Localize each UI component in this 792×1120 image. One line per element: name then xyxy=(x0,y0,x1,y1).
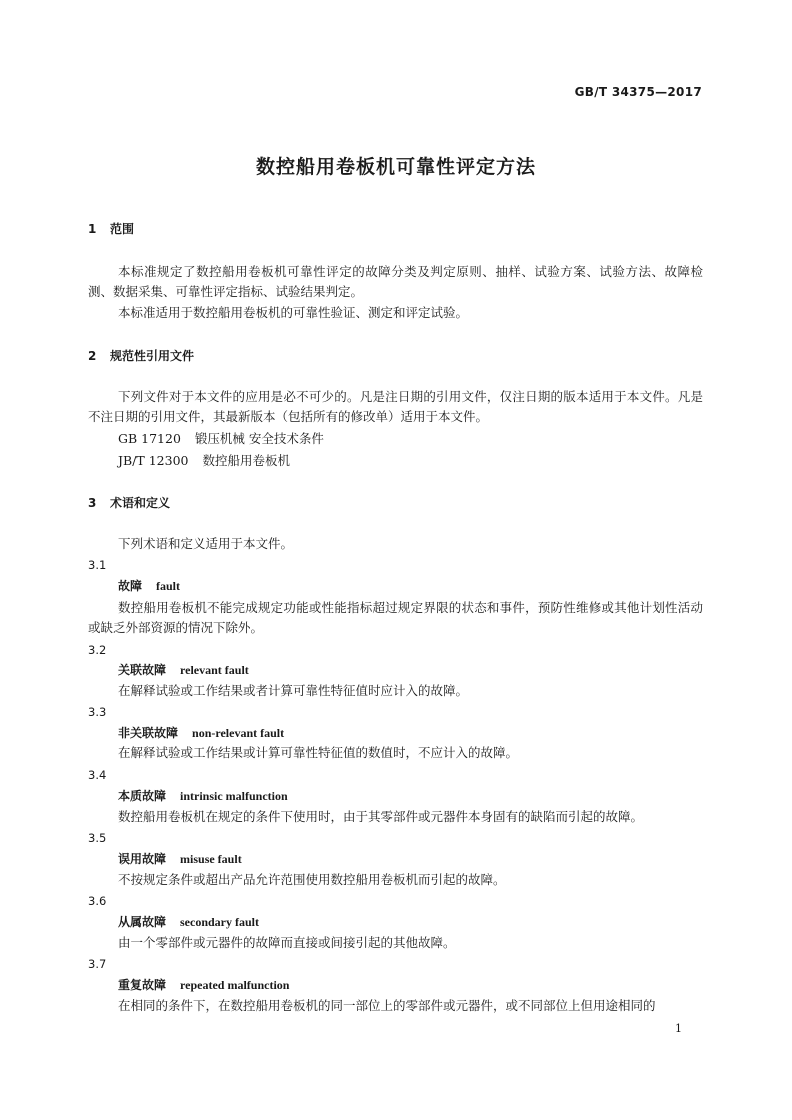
term-definition: 在相同的条件下，在数控船用卷板机的同一部位上的零部件或元器件，或不同部位上但用途相同的 xyxy=(118,998,656,1013)
section-1-paragraph-2: 本标准适用于数控船用卷板机的可靠性验证、测定和评定试验。 xyxy=(118,305,469,320)
clause-number: 3.2 xyxy=(88,643,107,657)
term-zh: 故障 xyxy=(118,579,143,593)
clause-number: 3.3 xyxy=(88,705,107,719)
clause-number: 3.6 xyxy=(88,894,107,908)
document-title: 数控船用卷板机可靠性评定方法 xyxy=(255,156,536,178)
section-title: 术语和定义 xyxy=(110,496,171,510)
term-heading xyxy=(118,851,242,867)
term-en: repeated malfunction xyxy=(180,978,290,992)
term-heading xyxy=(118,977,289,993)
term-zh: 误用故障 xyxy=(118,852,167,866)
section-title: 规范性引用文件 xyxy=(110,349,195,363)
term-zh: 从属故障 xyxy=(118,915,167,929)
term-definition: 数控船用卷板机不能完成规定功能或性能指标超过规定界限的状态和事件，预防性维修或其他计划性活动或缺乏外部资源的情况下除外。 xyxy=(88,600,703,635)
term-heading xyxy=(118,725,284,741)
reference-title: 锻压机械 安全技术条件 xyxy=(194,431,324,446)
term-zh: 非关联故障 xyxy=(118,726,179,740)
reference-title: 数控船用卷板机 xyxy=(202,453,290,468)
section-3-heading xyxy=(88,495,170,511)
term-heading xyxy=(118,578,180,594)
term-en: non-relevant fault xyxy=(192,726,285,740)
term-en: fault xyxy=(156,579,181,593)
normative-reference xyxy=(118,453,290,469)
term-definition: 在解释试验或工作结果或计算可靠性特征值的数值时，不应计入的故障。 xyxy=(118,745,519,760)
term-en: intrinsic malfunction xyxy=(180,789,288,803)
section-1-heading xyxy=(88,221,134,237)
term-en: secondary fault xyxy=(180,915,260,929)
normative-reference xyxy=(118,431,324,447)
term-definition: 在解释试验或工作结果或者计算可靠性特征值时应计入的故障。 xyxy=(118,683,469,698)
section-3-intro: 下列术语和定义适用于本文件。 xyxy=(118,536,294,551)
term-definition: 数控船用卷板机在规定的条件下使用时，由于其零部件或元器件本身固有的缺陷而引起的故障。 xyxy=(118,809,644,824)
term-en: misuse fault xyxy=(180,852,242,866)
clause-number: 3.5 xyxy=(88,831,107,845)
clause-number: 3.4 xyxy=(88,768,107,782)
clause-number: 3.7 xyxy=(88,957,107,971)
section-title: 范围 xyxy=(110,222,135,236)
term-heading xyxy=(118,662,249,678)
term-zh: 关联故障 xyxy=(118,663,167,677)
section-2-heading xyxy=(88,348,194,364)
term-definition: 由一个零部件或元器件的故障而直接或间接引起的其他故障。 xyxy=(118,935,456,950)
reference-code: JB/T 12300 xyxy=(118,453,189,468)
term-heading xyxy=(118,914,259,930)
section-2-paragraph-1: 下列文件对于本文件的应用是必不可少的。凡是注日期的引用文件，仅注日期的版本适用于本文件。凡是不注日期的引用文件，其最新版本（包括所有的修改单）适用于本文件。 xyxy=(88,389,703,424)
term-zh: 本质故障 xyxy=(118,789,167,803)
section-number: 2 xyxy=(88,349,97,363)
page-number: 1 xyxy=(675,1022,682,1035)
term-en: relevant fault xyxy=(180,663,249,677)
reference-code: GB 17120 xyxy=(118,431,181,446)
term-zh: 重复故障 xyxy=(118,978,167,992)
section-number: 1 xyxy=(88,222,97,236)
section-1-paragraph-1: 本标准规定了数控船用卷板机可靠性评定的故障分类及判定原则、抽样、试验方案、试验方法、故障检测、数据采集、可靠性评定指标、试验结果判定。 xyxy=(88,264,703,299)
section-number: 3 xyxy=(88,496,97,510)
clause-number: 3.1 xyxy=(88,558,107,572)
term-definition: 不按规定条件或超出产品允许范围使用数控船用卷板机而引起的故障。 xyxy=(118,872,506,887)
standard-number: GB/T 34375—2017 xyxy=(574,85,702,99)
term-heading xyxy=(118,788,288,804)
